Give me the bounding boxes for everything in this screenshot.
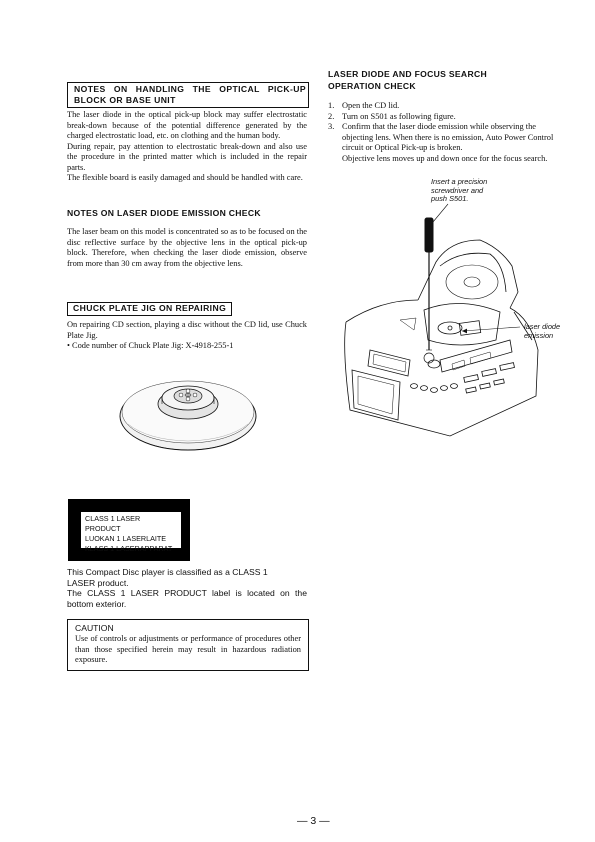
class1-laser-label [68, 499, 190, 561]
optical-pickup-notes-title-line2: BLOCK OR BASE UNIT [74, 95, 176, 105]
screwdriver-annotation-line3: push S501. [431, 194, 469, 204]
laser-emission-annotation-line2: emission [524, 330, 554, 340]
cd-player-illustration [340, 200, 540, 440]
laser-emission-check-heading: NOTES ON LASER DIODE EMISSION CHECK [67, 208, 261, 218]
step-number: 1. [328, 101, 335, 110]
step-number: 3. [328, 122, 335, 132]
label-line-2: LUOKAN 1 LASERLAITE [85, 534, 167, 543]
laser-emission-annotation-line1: laser diode [524, 322, 561, 331]
laser-emission-check-body: The laser beam on this model is concentrated so as to be focused on the disc reflective surface by the objective lens in the optical pick-up block. Therefore, when checking the laser diode emission, observe from more than 30 cm away from the objective lens. [67, 227, 307, 268]
label-line-3: KLASS 1 LASERAPPARAT [85, 544, 173, 553]
step-number: 2. [328, 111, 335, 121]
step-text: Objective lens moves up and down once for the focus search. [342, 153, 548, 163]
chuck-plate-jig-title: CHUCK PLATE JIG ON REPAIRING [67, 302, 232, 316]
step-text: Confirm that the laser diode emission while observing the objecting lens. When there is no emission, Auto Power Control circuit or Optical Pick-up is broken. [342, 122, 554, 153]
optical-pickup-notes-para-3: The flexible board is easily damaged and should be handled with care. [67, 173, 303, 182]
optical-pickup-notes-title-line1: NOTES ON HANDLING THE OPTICAL PICK-UP [74, 84, 306, 94]
optical-pickup-notes-title [67, 82, 309, 108]
step-text: Turn on S501 as following figure. [342, 111, 456, 121]
chuck-plate-jig-body: On repairing CD section, playing a disc without the CD lid, use Chuck Plate Jig. [67, 320, 307, 340]
class1-laser-label-text [81, 512, 181, 553]
class1-description [67, 567, 307, 609]
laser-focus-check-heading-line2: OPERATION CHECK [328, 81, 416, 91]
optical-pickup-notes-body [67, 110, 307, 184]
screwdriver-annotation-line1: Insert a precision [431, 177, 488, 186]
optical-pickup-notes-para-1: The laser diode in the optical pick-up block may suffer electrostatic break-down because of the potential difference generated by the charged electrostatic load, etc. on clothing and the human body. [67, 110, 307, 140]
chuck-plate-jig-code: • Code number of Chuck Plate Jig: X-4918-255-1 [67, 341, 234, 350]
check-steps-list [328, 101, 568, 165]
laser-focus-check-heading [328, 68, 487, 92]
caution-body: Use of controls or adjustments or performance of procedures other than those specified herein may result in hazardous radiation exposure. [75, 634, 301, 665]
laser-emission-annotation [524, 323, 560, 340]
check-step-3-extra [328, 154, 568, 165]
class1-description-2: The CLASS 1 LASER PRODUCT label is located on the bottom exterior. [67, 588, 307, 609]
caution-box [67, 619, 309, 671]
laser-focus-check-heading-line1: LASER DIODE AND FOCUS SEARCH [328, 69, 487, 79]
chuck-plate-jig-illustration [118, 368, 258, 452]
page-number: — 3 — [297, 815, 330, 827]
caution-heading: CAUTION [75, 623, 114, 633]
check-step-3 [328, 122, 568, 154]
optical-pickup-notes-para-2: During repair, pay attention to electrostatic break-down and also use the procedure in the printed matter which is included in the repair parts. [67, 141, 307, 172]
step-text: Open the CD lid. [342, 101, 400, 110]
label-line-1: CLASS 1 LASER PRODUCT [85, 514, 141, 533]
class1-description-1: This Compact Disc player is classified as a CLASS 1 LASER product. [67, 567, 268, 588]
screwdriver-annotation-line2: screwdriver and [431, 185, 484, 195]
check-step-2 [328, 112, 568, 123]
check-step-1 [328, 101, 568, 112]
screwdriver-annotation [431, 178, 487, 204]
